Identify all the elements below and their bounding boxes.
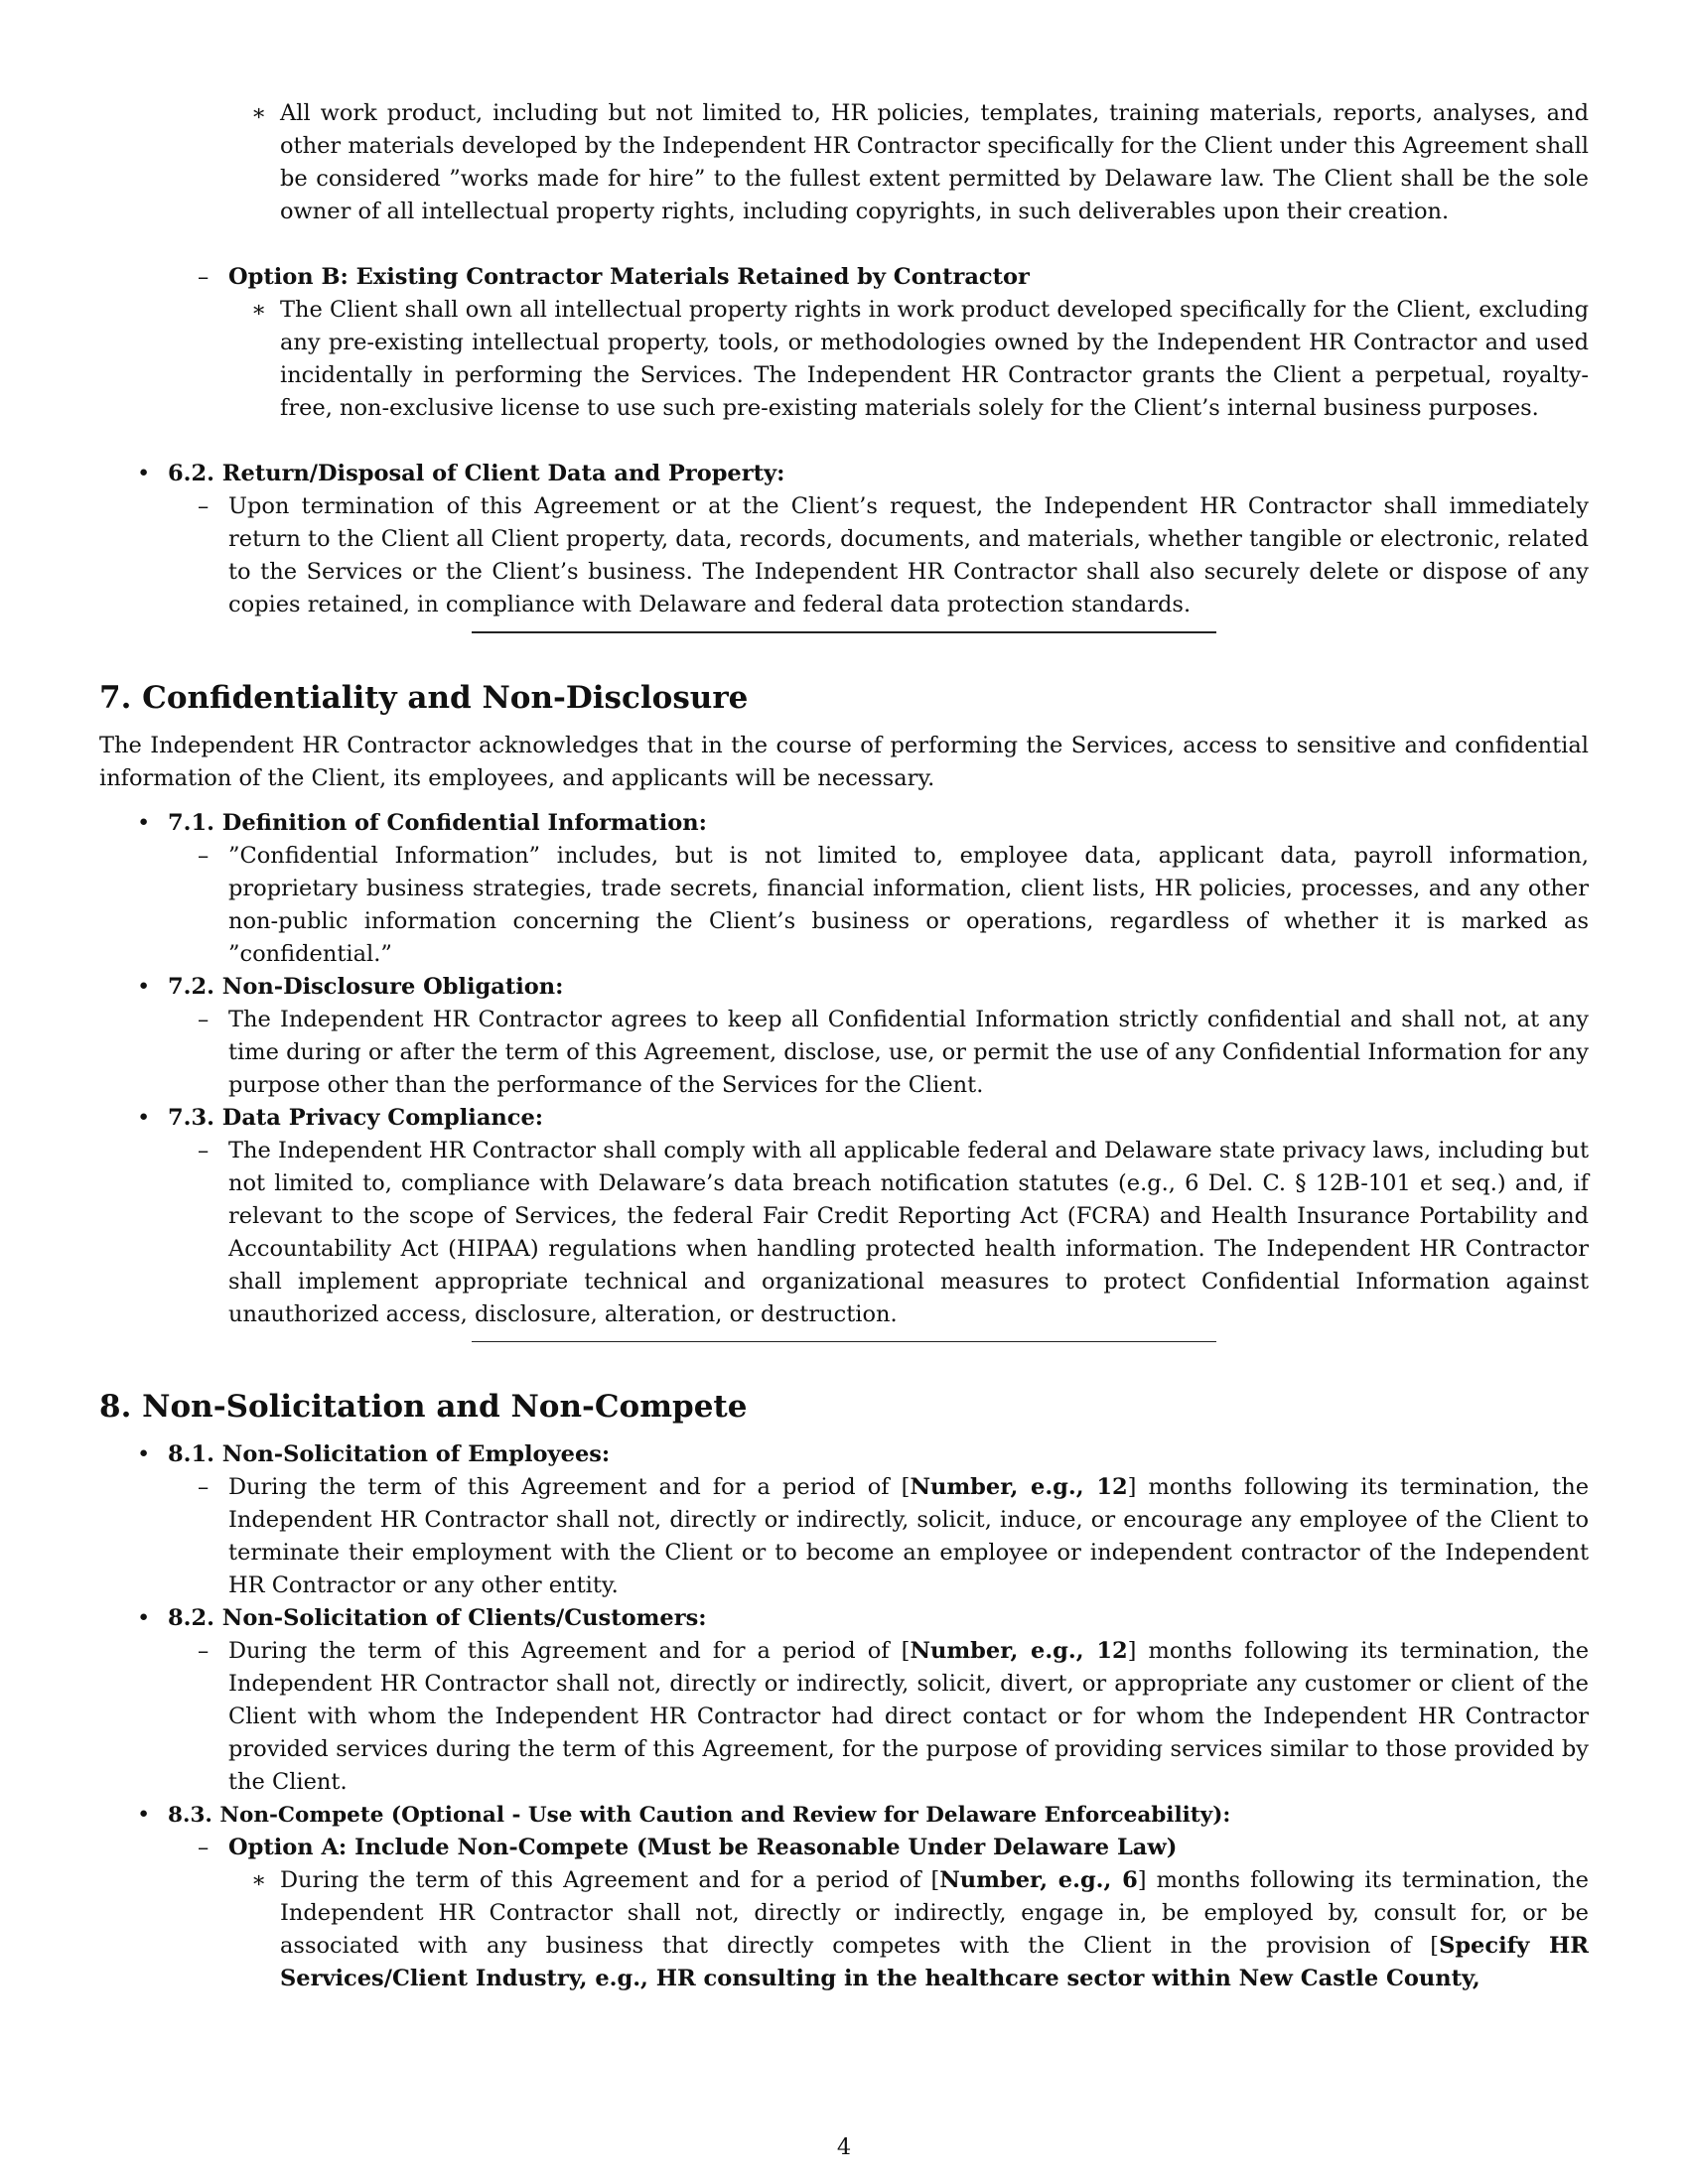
round-bullet-icon: • <box>137 974 151 1000</box>
dash-bullet-icon: – <box>198 493 210 519</box>
dash-bullet-icon: – <box>198 1007 210 1032</box>
section-8-1-text: During the term of this Agreement and for a period of [Number, e.g., 12] months following its termination, the Independent HR Contractor shall not, directly or indirectly, solicit, induce, or encourage any employee of the Client to terminate their employment with the Client or to become an employee or independent contractor of the Independent HR Contractor or any other entity. <box>228 1474 1590 1598</box>
section-7-1-heading <box>99 807 1589 840</box>
asterisk-bullet-icon: ∗ <box>251 1867 267 1893</box>
placeholder-months: Number, e.g., 6 <box>939 1867 1138 1893</box>
section-7-3-title: 7.3. Data Privacy Compliance: <box>168 1105 544 1131</box>
section-8-2-item <box>99 1635 1589 1799</box>
round-bullet-icon: • <box>137 1605 151 1631</box>
section-6-2-item <box>99 490 1589 621</box>
option-a-non-compete-item <box>99 1864 1589 1995</box>
placeholder-months: Number, e.g., 12 <box>910 1474 1128 1500</box>
section-7-1-item <box>99 840 1589 971</box>
placeholder-months: Number, e.g., 12 <box>910 1638 1128 1664</box>
section-8-heading: 8. Non-Solicitation and Non-Compete <box>99 1389 748 1425</box>
dash-bullet-icon: – <box>198 1138 210 1163</box>
option-b-heading <box>99 261 1589 294</box>
dash-bullet-icon: – <box>198 1835 210 1860</box>
option-a-non-compete-heading <box>99 1832 1589 1864</box>
round-bullet-icon: • <box>137 461 151 486</box>
document-page <box>99 97 1589 1995</box>
asterisk-bullet-icon: ∗ <box>251 297 267 323</box>
option-a-work-product-text: All work product, including but not limited to, HR policies, templates, training materials, reports, analyses, and other materials developed by the Independent HR Contractor specifically for the Client under this Agreement shall be considered ”works made for hire” to the fullest extent permitted by Delaware law. The Client shall be the sole owner of all intellectual property rights, including copyrights, in such deliverables upon their creation. <box>280 100 1589 224</box>
section-7-1-title: 7.1. Definition of Confidential Information: <box>168 810 707 836</box>
section-7-3-text: The Independent HR Contractor shall comply with all applicable federal and Delaware state privacy laws, including but not limited to, compliance with Delaware’s data breach notification statutes (e.g., 6 Del. C. § 12B-101 et seq.) and, if relevant to the scope of Services, the federal Fair Credit Reporting Act (FCRA) and Health Insurance Portability and Accountability Act (HIPAA) regulations when handling protected health information. The Independent HR Contractor shall implement appropriate technical and organizational measures to protect Confidential Information against unauthorized access, disclosure, alteration, or destruction. <box>228 1138 1589 1327</box>
section-7-heading: 7. Confidentiality and Non-Disclosure <box>99 680 749 716</box>
section-7-2-title: 7.2. Non-Disclosure Obligation: <box>168 974 564 1000</box>
section-divider <box>472 1341 1216 1342</box>
option-b-title: Option B: Existing Contractor Materials Retained by Contractor <box>228 264 1030 290</box>
option-b-item <box>99 294 1589 458</box>
section-8-3-title: 8.3. Non-Compete (Optional - Use with Caution and Review for Delaware Enforceability): <box>168 1803 1231 1828</box>
section-6-2-title: 6.2. Return/Disposal of Client Data and Property: <box>168 461 785 486</box>
section-8-3-heading <box>99 1799 1589 1832</box>
round-bullet-icon: • <box>137 1441 151 1467</box>
section-7-2-heading <box>99 971 1589 1004</box>
placeholder-industry: Specify HR Services/Client Industry, e.g., HR consulting in the healthcare sector within New Castle County, <box>280 1933 1589 1991</box>
section-7-2-text: The Independent HR Contractor agrees to keep all Confidential Information strictly confidential and shall not, at any time during or after the term of this Agreement, disclose, use, or permit the use of any Confidential Information for any purpose other than the performance of the Services for the Client. <box>228 1007 1589 1098</box>
section-7-1-text: ”Confidential Information” includes, but is not limited to, employee data, applicant data, payroll information, proprietary business strategies, trade secrets, financial information, client lists, HR policies, processes, and any other non-public information concerning the Client’s business or operations, regardless of whether it is marked as ”confidential.” <box>228 843 1589 967</box>
page-number: 4 <box>836 2134 852 2160</box>
section-8-1-item <box>99 1471 1589 1602</box>
round-bullet-icon: • <box>137 1105 151 1131</box>
section-6-2-heading <box>99 458 1589 490</box>
section-7-intro: The Independent HR Contractor acknowledges that in the course of performing the Services, access to sensitive and confidential information of the Client, its employees, and applicants will be necessary. <box>99 733 1589 791</box>
section-6-2-text: Upon termination of this Agreement or at the Client’s request, the Independent HR Contractor shall immediately return to the Client all Client property, data, records, documents, and materials, whether tangible or electronic, related to the Services or the Client’s business. The Independent HR Contractor shall also securely delete or dispose of any copies retained, in compliance with Delaware and federal data protection standards. <box>228 493 1589 617</box>
section-8-2-text: During the term of this Agreement and for a period of [Number, e.g., 12] months following its termination, the Independent HR Contractor shall not, directly or indirectly, solicit, divert, or appropriate any customer or client of the Client with whom the Independent HR Contractor had direct contact or for whom the Independent HR Contractor provided services during the term of this Agreement, for the purpose of providing services similar to those provided by the Client. <box>228 1638 1590 1795</box>
option-a-non-compete-title: Option A: Include Non-Compete (Must be Reasonable Under Delaware Law) <box>228 1835 1178 1860</box>
asterisk-bullet-icon: ∗ <box>251 100 267 126</box>
section-divider <box>472 631 1216 633</box>
section-8-1-heading <box>99 1438 1589 1471</box>
dash-bullet-icon: – <box>198 1638 210 1664</box>
section-7-2-item <box>99 1004 1589 1102</box>
option-a-work-product-item <box>99 97 1589 261</box>
section-7-3-item <box>99 1135 1589 1331</box>
option-b-text: The Client shall own all intellectual property rights in work product developed specifically for the Client, excluding any pre-existing intellectual property, tools, or methodologies owned by the Independent HR Contractor and used incidentally in performing the Services. The Independent HR Contractor grants the Client a perpetual, royalty-free, non-exclusive license to use such pre-existing materials solely for the Client’s internal business purposes. <box>280 297 1589 421</box>
section-7-3-heading <box>99 1102 1589 1135</box>
section-8-1-title: 8.1. Non-Solicitation of Employees: <box>168 1441 611 1467</box>
round-bullet-icon: • <box>137 1802 151 1828</box>
option-a-non-compete-text: During the term of this Agreement and for a period of [Number, e.g., 6] months following its termination, the Independent HR Contractor shall not, directly or indirectly, engage in, be employed by, consult for, or be associated with any business that directly competes with the Client in the provision of [Specify HR Services/Client Industry, e.g., HR consulting in the healthcare sector within New Castle County, <box>280 1867 1589 1991</box>
dash-bullet-icon: – <box>198 264 210 290</box>
section-8-2-title: 8.2. Non-Solicitation of Clients/Customers: <box>168 1605 707 1631</box>
dash-bullet-icon: – <box>198 1474 210 1500</box>
round-bullet-icon: • <box>137 810 151 836</box>
dash-bullet-icon: – <box>198 843 210 869</box>
section-8-2-heading <box>99 1602 1589 1635</box>
